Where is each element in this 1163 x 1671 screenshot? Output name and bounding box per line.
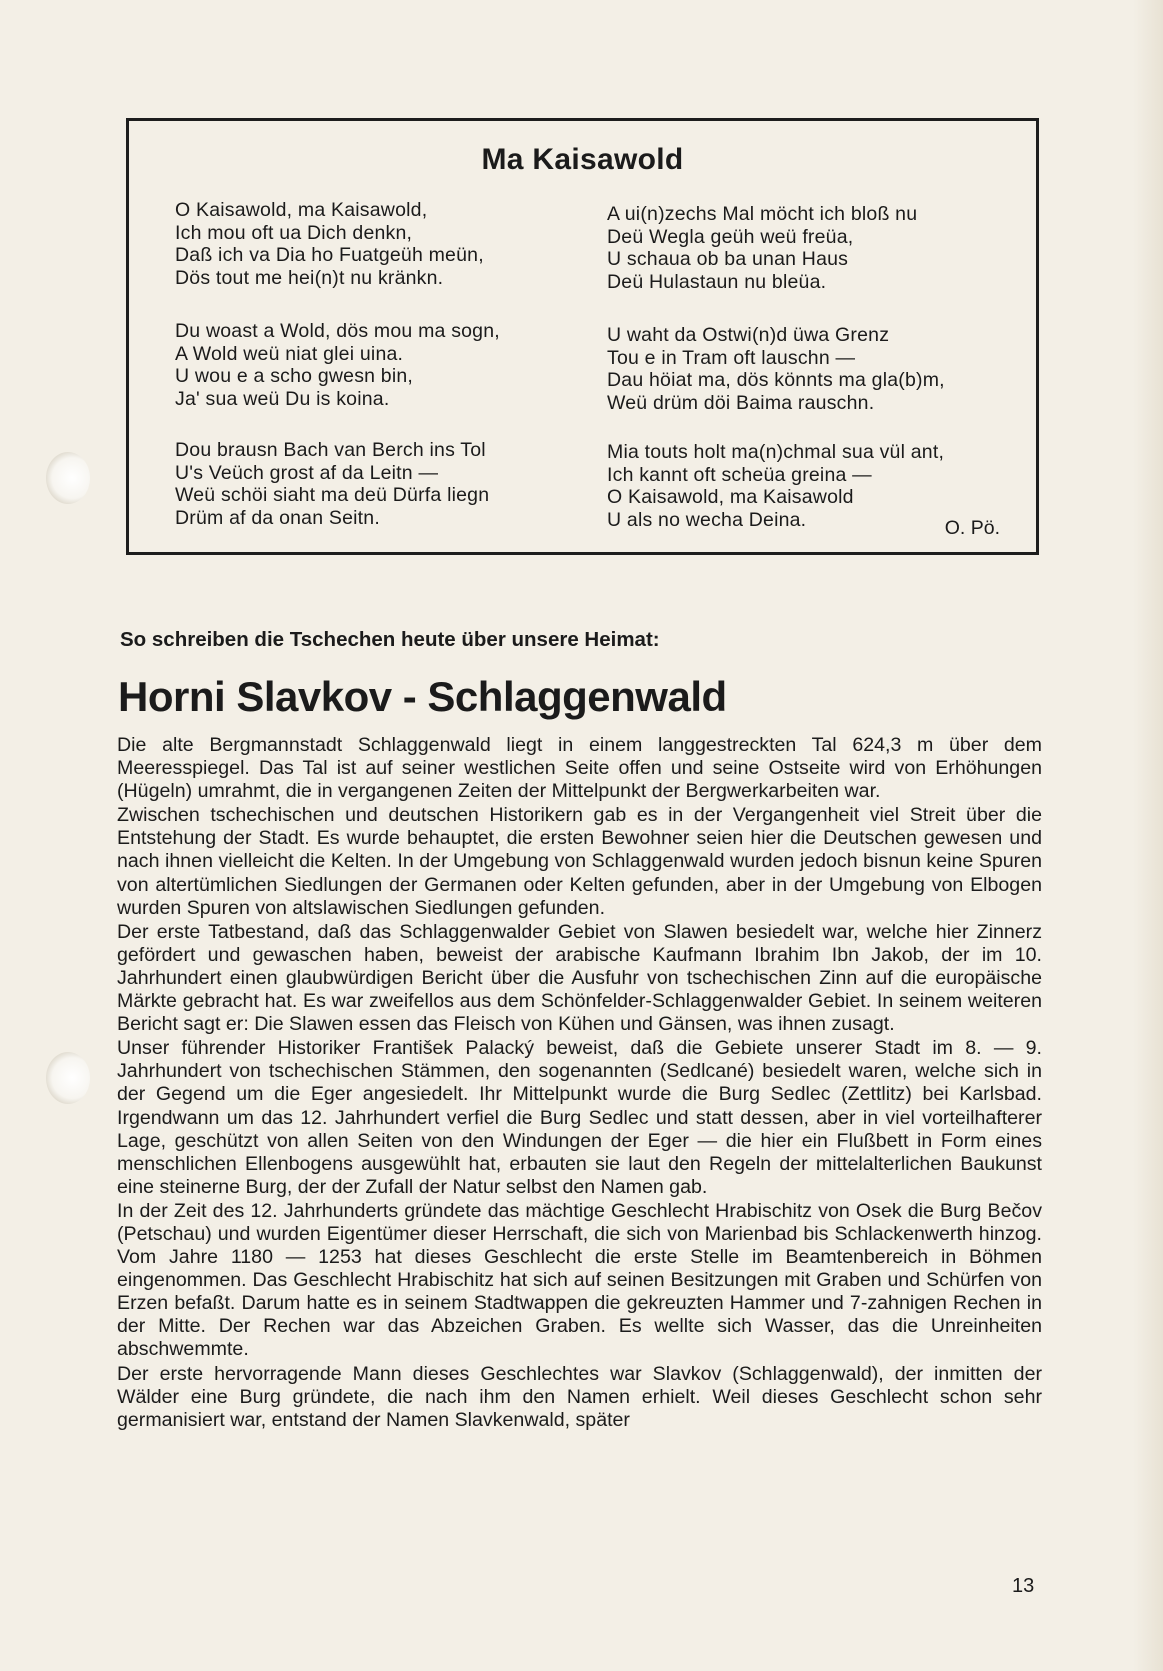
poem-line: O Kaisawold, ma Kaisawold	[607, 486, 854, 509]
poem-stanza-4	[607, 324, 1007, 415]
poem-line: Dau höiat ma, dös könnts ma gla(b)m,	[607, 369, 945, 392]
article-paragraph: Der erste Tatbestand, daß das Schlaggenwalder Gebiet von Slawen besiedelt war, welche hier Zinnerz gefördert und gewaschen haben, beweist der arabische Kaufmann Ibrahim Ibn Jakob, der im 10. Jahrhundert einen glaubwürdigen Bericht über die Ausfuhr von tschechischen Zinn auf die europäische Märkte gebracht hat. Es war zweifellos aus dem Schönfelder-Schlaggenwalder Gebiet. In seinem weiteren Bericht sagt er: Die Slawen essen das Fleisch von Kühen und Gänsen, was ihnen zusagt.	[117, 920, 1042, 1036]
poem-stanza-5	[175, 439, 575, 530]
poem-line: U wou e a scho gwesn bin,	[175, 365, 414, 388]
poem-author: O. Pö.	[944, 517, 1000, 539]
poem-line: Dou brausn Bach van Berch ins Tol	[175, 439, 486, 461]
poem-stanza-2	[607, 203, 1007, 294]
poem-line: Deü Hulastaun nu bleüa.	[607, 271, 827, 294]
poem-line: U waht da Ostwi(n)d üwa Grenz	[607, 324, 890, 346]
poem-stanza-1	[175, 199, 575, 290]
article-paragraph: Der erste hervorragende Mann dieses Geschlechtes war Slavkov (Schlaggenwald), der inmitten der Wälder eine Burg gründete, die nach ihm den Namen erhielt. Weil dieses Geschlecht schon sehr germanisiert war, entstand der Namen Slavkenwald, später	[117, 1362, 1042, 1431]
poem-line: A Wold weü niat glei uina.	[175, 342, 404, 365]
poem-line: Drüm af da onan Seitn.	[175, 507, 380, 530]
poem-line: Du woast a Wold, dös mou ma sogn,	[175, 320, 500, 342]
poem-line: Deü Wegla geüh weü freüa,	[607, 225, 854, 248]
poem-line: Weü drüm döi Baima rauschn.	[607, 392, 875, 415]
article-headline: Horni Slavkov - Schlaggenwald	[118, 673, 727, 720]
article-body	[117, 734, 1042, 1432]
poem-box	[126, 118, 1039, 555]
poem-line: Dös tout me hei(n)t nu kränkn.	[175, 267, 444, 290]
poem-line: Ich mou oft ua Dich denkn,	[175, 221, 413, 244]
poem-line: Ja' sua weü Du is koina.	[175, 388, 390, 411]
article-paragraph: In der Zeit des 12. Jahrhunderts gründete das mächtige Geschlecht Hrabischitz von Osek die Burg Bečov (Petschau) und wurden Eigentümer dieser Herrschaft, die sich von Marienbad bis Schlackenwerth hinzog. Vom Jahre 1180 — 1253 hat dieses Geschlecht die erste Stelle im Beamtenbereich in Böhmen eingenommen. Das Geschlecht Hrabischitz hat sich auf seinen Besitzungen mit Graben und Schürfen von Erzen befaßt. Darum hatte es in seinem Stadtwappen die gekreuzten Hammer und 7-zahnigen Rechen in der Mitte. Der Rechen war das Abzeichen Graben. Es wellte sich Wasser, das die Unreinheiten abschwemmte.	[117, 1199, 1042, 1361]
poem-stanza-3	[175, 320, 575, 411]
poem-line: Weü schöi siaht ma deü Dürfa liegn	[175, 484, 490, 507]
article-paragraph: Unser führender Historiker František Palacký beweist, daß die Gebiete unserer Stadt im 8. — 9. Jahrhundert von tschechischen Stämmen, den sogenannten (Sedlcané) besiedelt waren, welche sich in der Gegend um die Eger angesiedelt. Ihr Mittelpunkt wurde die Burg Sedlec (Zettlitz) bei Karlsbad. Irgendwann um das 12. Jahrhundert verfiel die Burg Sedlec und statt dessen, aber in viel vorteilhafterer Lage, geschützt von allen Seiten von den Windungen der Eger — die hier ein Flußbett in Form eines menschlichen Ellenbogens ausgewühlt hat, erbauten sie laut den Regeln der mittelalterlichen Baukunst eine steinerne Burg, der der Zufall der Natur selbst den Namen gab.	[117, 1037, 1042, 1198]
poem-line: U schaua ob ba unan Haus	[607, 248, 849, 271]
poem-line: Ich kannt oft scheüa greina —	[607, 463, 872, 486]
poem-line: O Kaisawold, ma Kaisawold,	[175, 199, 428, 221]
punch-hole-lower	[46, 1052, 90, 1104]
punch-hole-upper	[46, 452, 90, 504]
poem-line: U's Veüch grost af da Leitn —	[175, 461, 439, 484]
page-number: 13	[1012, 1575, 1035, 1597]
poem-line: A ui(n)zechs Mal möcht ich bloß nu	[607, 203, 918, 225]
article-subheading: So schreiben die Tschechen heute über unsere Heimat:	[120, 628, 660, 651]
article-paragraph: Zwischen tschechischen und deutschen Historikern gab es in der Vergangenheit viel Streit über die Entstehung der Stadt. Es wurde behauptet, die ersten Bewohner seien hier die Deutschen gewesen und nach ihnen vielleicht die Kelten. In der Umgebung von Schlaggenwald wurden jedoch bisnun keine Spuren von altertümlichen Siedlungen der Germanen oder Kelten gefunden, aber in der Umgebung von Elbogen wurden Spuren von altslawischen Siedlungen gefunden.	[117, 804, 1042, 919]
poem-line: Tou e in Tram oft lauschn —	[607, 346, 856, 369]
page-edge-shadow	[1133, 0, 1163, 1671]
poem-title: Ma Kaisawold	[481, 143, 684, 176]
poem-line: U als no wecha Deina.	[607, 509, 807, 532]
poem-line: Mia touts holt ma(n)chmal sua vül ant,	[607, 441, 945, 463]
poem-line: Daß ich va Dia ho Fuatgeüh meün,	[175, 244, 484, 267]
article-paragraph: Die alte Bergmannstadt Schlaggenwald liegt in einem langgestreckten Tal 624,3 m über dem Meeresspiegel. Das Tal ist auf seiner westlichen Seite offen und seine Ostseite wird von Erhöhungen (Hügeln) umrahmt, die in vergangenen Zeiten der Mittelpunkt der Bergwerkarbeiten war.	[117, 734, 1042, 803]
